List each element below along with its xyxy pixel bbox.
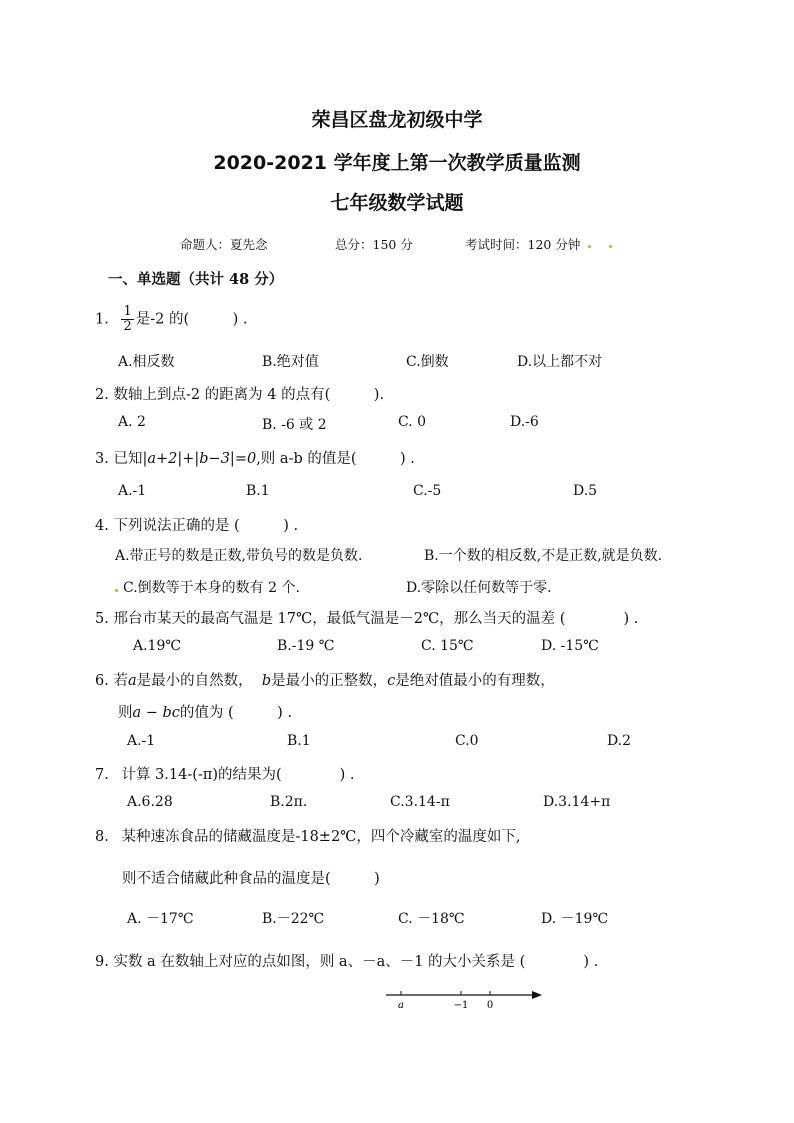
option-a: A. －17℃ — [127, 911, 194, 927]
option-c: C.3.14-π — [390, 794, 450, 810]
label-minus-one: −1 — [453, 1000, 469, 1011]
question-4 — [95, 514, 298, 535]
question-number: 5. — [95, 611, 109, 627]
option-b: B.1 — [246, 483, 270, 499]
option-b: B.一个数的相反数,不是正数,就是负数. — [424, 548, 663, 564]
option-d: D. －19℃ — [541, 911, 609, 927]
question-1 — [95, 305, 248, 334]
variable-b: b — [261, 673, 272, 689]
variable-c: c — [387, 673, 396, 689]
option-c: C. －18℃ — [398, 911, 465, 927]
question-7 — [95, 763, 355, 784]
question-6 — [95, 669, 555, 690]
option-c: C.倒数等于本身的数有 2 个. — [123, 580, 300, 596]
option-d: D. -15℃ — [541, 638, 599, 654]
expression: a − bc — [132, 705, 180, 721]
option-a: A.带正号的数是正数,带负号的数是负数. — [115, 548, 363, 564]
fraction-denominator: 2 — [123, 319, 132, 334]
question-stem: 的值为 ( ) . — [179, 705, 293, 721]
question-3 — [95, 447, 415, 468]
option-d: D.-6 — [510, 414, 539, 430]
question-number: 7. — [95, 767, 109, 783]
option-b: B.-19 ℃ — [277, 638, 335, 654]
option-b: B.1 — [287, 733, 311, 749]
option-d: D.3.14+π — [543, 794, 611, 810]
question-stem: 是绝对值最小的有理数， — [395, 673, 555, 689]
question-stem: 是最小的自然数， — [136, 673, 253, 689]
option-b: B. -6 或 2 — [262, 417, 327, 433]
question-number: 6. — [95, 673, 109, 689]
question-stem: 是最小的正整数， — [271, 673, 388, 689]
option-a: A. 2 — [118, 414, 146, 430]
option-a: A.-1 — [118, 483, 147, 499]
total-score: 总分：150 分 — [335, 237, 413, 252]
number-line-arrow — [532, 991, 542, 999]
question-stem: 实数 a 在数轴上对应的点如图，则 a、－a、－1 的大小关系是 ( ) . — [113, 954, 599, 970]
label-a: a — [398, 1000, 404, 1011]
question-stem-pre: 已知 — [113, 451, 143, 467]
stray-mark — [609, 245, 612, 248]
question-2 — [95, 383, 384, 404]
option-a: A.6.28 — [127, 794, 173, 810]
option-d: D.2 — [607, 733, 632, 749]
option-a: A.相反数 — [118, 354, 175, 370]
option-d: D.零除以任何数等于零. — [406, 580, 552, 596]
option-b: B.绝对值 — [262, 354, 319, 370]
question-stem: 邢台市某天的最高气温是 17℃，最低气温是－2℃，那么当天的温差 ( ) . — [113, 611, 639, 627]
school-title: 荣昌区盘龙初级中学 — [311, 109, 483, 131]
question-number: 9. — [95, 954, 109, 970]
subject-title: 七年级数学试题 — [330, 192, 464, 214]
question-6-line2 — [118, 701, 292, 722]
question-number: 4. — [95, 518, 109, 534]
question-number: 1. — [95, 311, 109, 328]
option-c: C.0 — [455, 733, 479, 749]
option-c: C. 15℃ — [421, 638, 474, 654]
question-stem-post: ,则 a-b 的值是( ) . — [256, 451, 415, 467]
question-stem: 下列说法正确的是 ( ) . — [113, 518, 299, 534]
question-stem: 则 — [118, 705, 133, 721]
option-d: D.5 — [573, 483, 598, 499]
option-b: B.－22℃ — [262, 911, 325, 927]
option-d: D.以上都不对 — [517, 354, 603, 370]
option-b: B.2π. — [270, 794, 308, 810]
exam-term-title: 2020-2021 学年度上第一次教学质量监测 — [213, 152, 581, 174]
option-c: C. 0 — [398, 414, 427, 430]
question-stem: 数轴上到点-2 的距离为 4 的点有( ). — [113, 387, 385, 403]
option-a: A.-1 — [127, 733, 156, 749]
question-stem: 某种速冻食品的储藏温度是-18±2℃，四个冷藏室的温度如下, — [121, 829, 521, 845]
variable-a: a — [127, 673, 137, 689]
author-info: 命题人：夏先念 — [180, 237, 268, 252]
question-stem: 计算 3.14-(-π)的结果为( ) . — [121, 767, 355, 783]
question-8 — [95, 825, 521, 846]
option-a: A.19℃ — [133, 638, 182, 654]
question-9 — [95, 950, 598, 971]
question-number: 3. — [95, 451, 109, 467]
fraction-numerator: 1 — [123, 304, 132, 319]
number-line-figure — [380, 985, 550, 1015]
question-8-line2: 则不适合储藏此种食品的温度是( ) — [122, 871, 380, 887]
option-c: C.倒数 — [406, 354, 449, 370]
fraction — [121, 305, 133, 334]
question-stem: 是-2 的( ) . — [135, 311, 248, 328]
question-5 — [95, 607, 638, 628]
option-c: C.-5 — [413, 483, 442, 499]
stray-mark — [588, 245, 591, 248]
abs-expression: |a+2|+|b−3|=0 — [142, 451, 257, 467]
question-number: 2. — [95, 387, 109, 403]
stray-mark — [115, 589, 118, 592]
label-zero: 0 — [486, 1000, 494, 1011]
question-number: 8. — [95, 829, 109, 845]
section-title: 一、单选题（共计 48 分） — [108, 271, 284, 288]
exam-time: 考试时间：120 分钟 — [465, 237, 581, 252]
question-stem: 若 — [113, 673, 128, 689]
